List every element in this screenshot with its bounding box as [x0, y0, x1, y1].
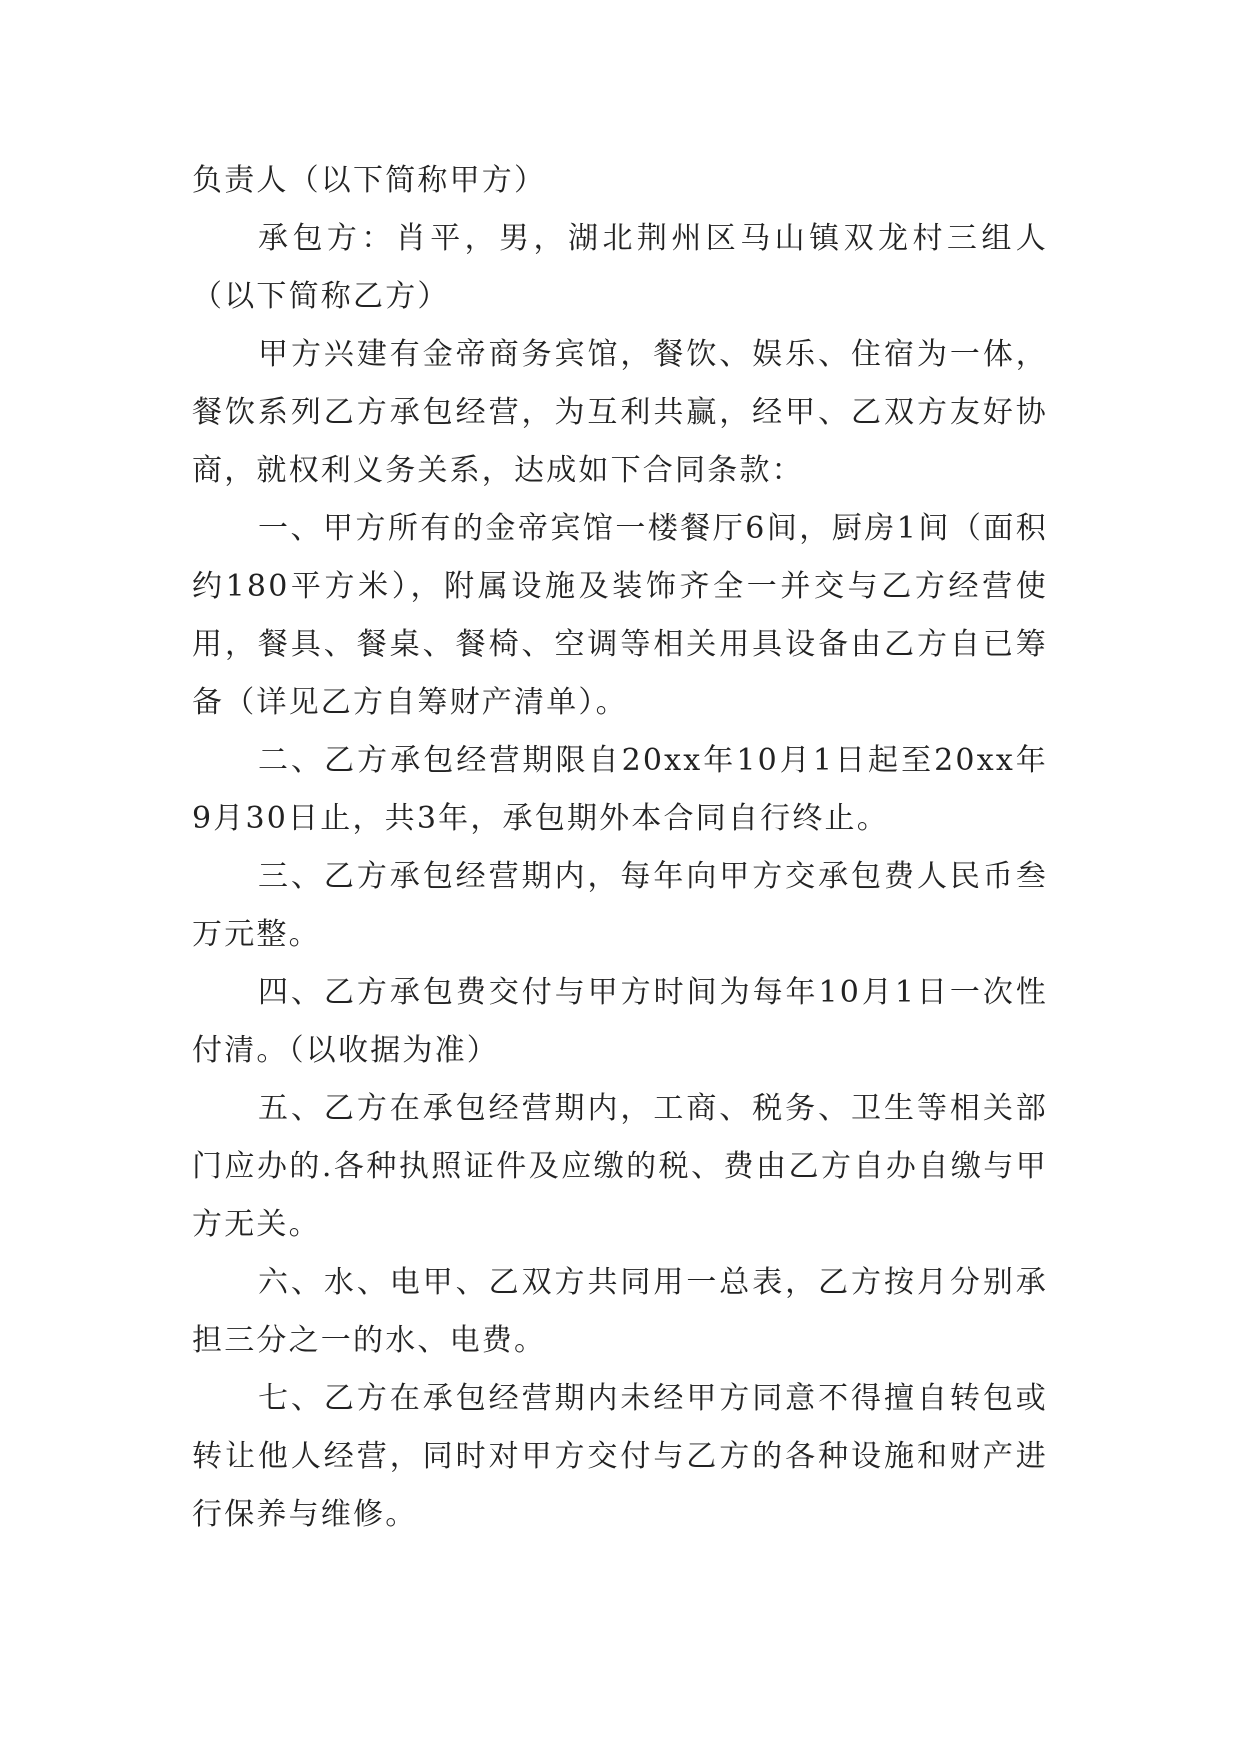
clause-6: 六、水、电甲、乙双方共同用一总表，乙方按月分别承担三分之一的水、电费。	[192, 1265, 1048, 1358]
clause-3: 三、乙方承包经营期内，每年向甲方交承包费人民币叁万元整。	[192, 859, 1048, 952]
clause-7: 七、乙方在承包经营期内未经甲方同意不得擅自转包或转让他人经营，同时对甲方交付与乙方的各种设施和财产进行保养与维修。	[192, 1381, 1048, 1532]
paragraph-party-a-note: 负责人（以下简称甲方）	[192, 163, 547, 198]
clause-4: 四、乙方承包费交付与甲方时间为每年10月1日一次性付清。（以收据为准）	[192, 975, 1048, 1068]
document-body	[192, 152, 1048, 1544]
clause-5: 五、乙方在承包经营期内，工商、税务、卫生等相关部门应办的.各种执照证件及应缴的税、费由乙方自办自缴与甲方无关。	[192, 1091, 1048, 1242]
paragraph-party-b: 承包方：肖平，男，湖北荆州区马山镇双龙村三组人（以下简称乙方）	[192, 221, 1048, 314]
clause-1: 一、甲方所有的金帝宾馆一楼餐厅6间，厨房1间（面积约180平方米），附属设施及装饰齐全一并交与乙方经营使用，餐具、餐桌、餐椅、空调等相关用具设备由乙方自已筹备（详见乙方自筹财产清单）。	[192, 511, 1048, 720]
clause-2: 二、乙方承包经营期限自20xx年10月1日起至20xx年9月30日止，共3年，承包期外本合同自行终止。	[192, 743, 1048, 836]
paragraph-preamble: 甲方兴建有金帝商务宾馆，餐饮、娱乐、住宿为一体，餐饮系列乙方承包经营，为互利共赢，经甲、乙双方友好协商，就权利义务关系，达成如下合同条款：	[192, 337, 1048, 488]
